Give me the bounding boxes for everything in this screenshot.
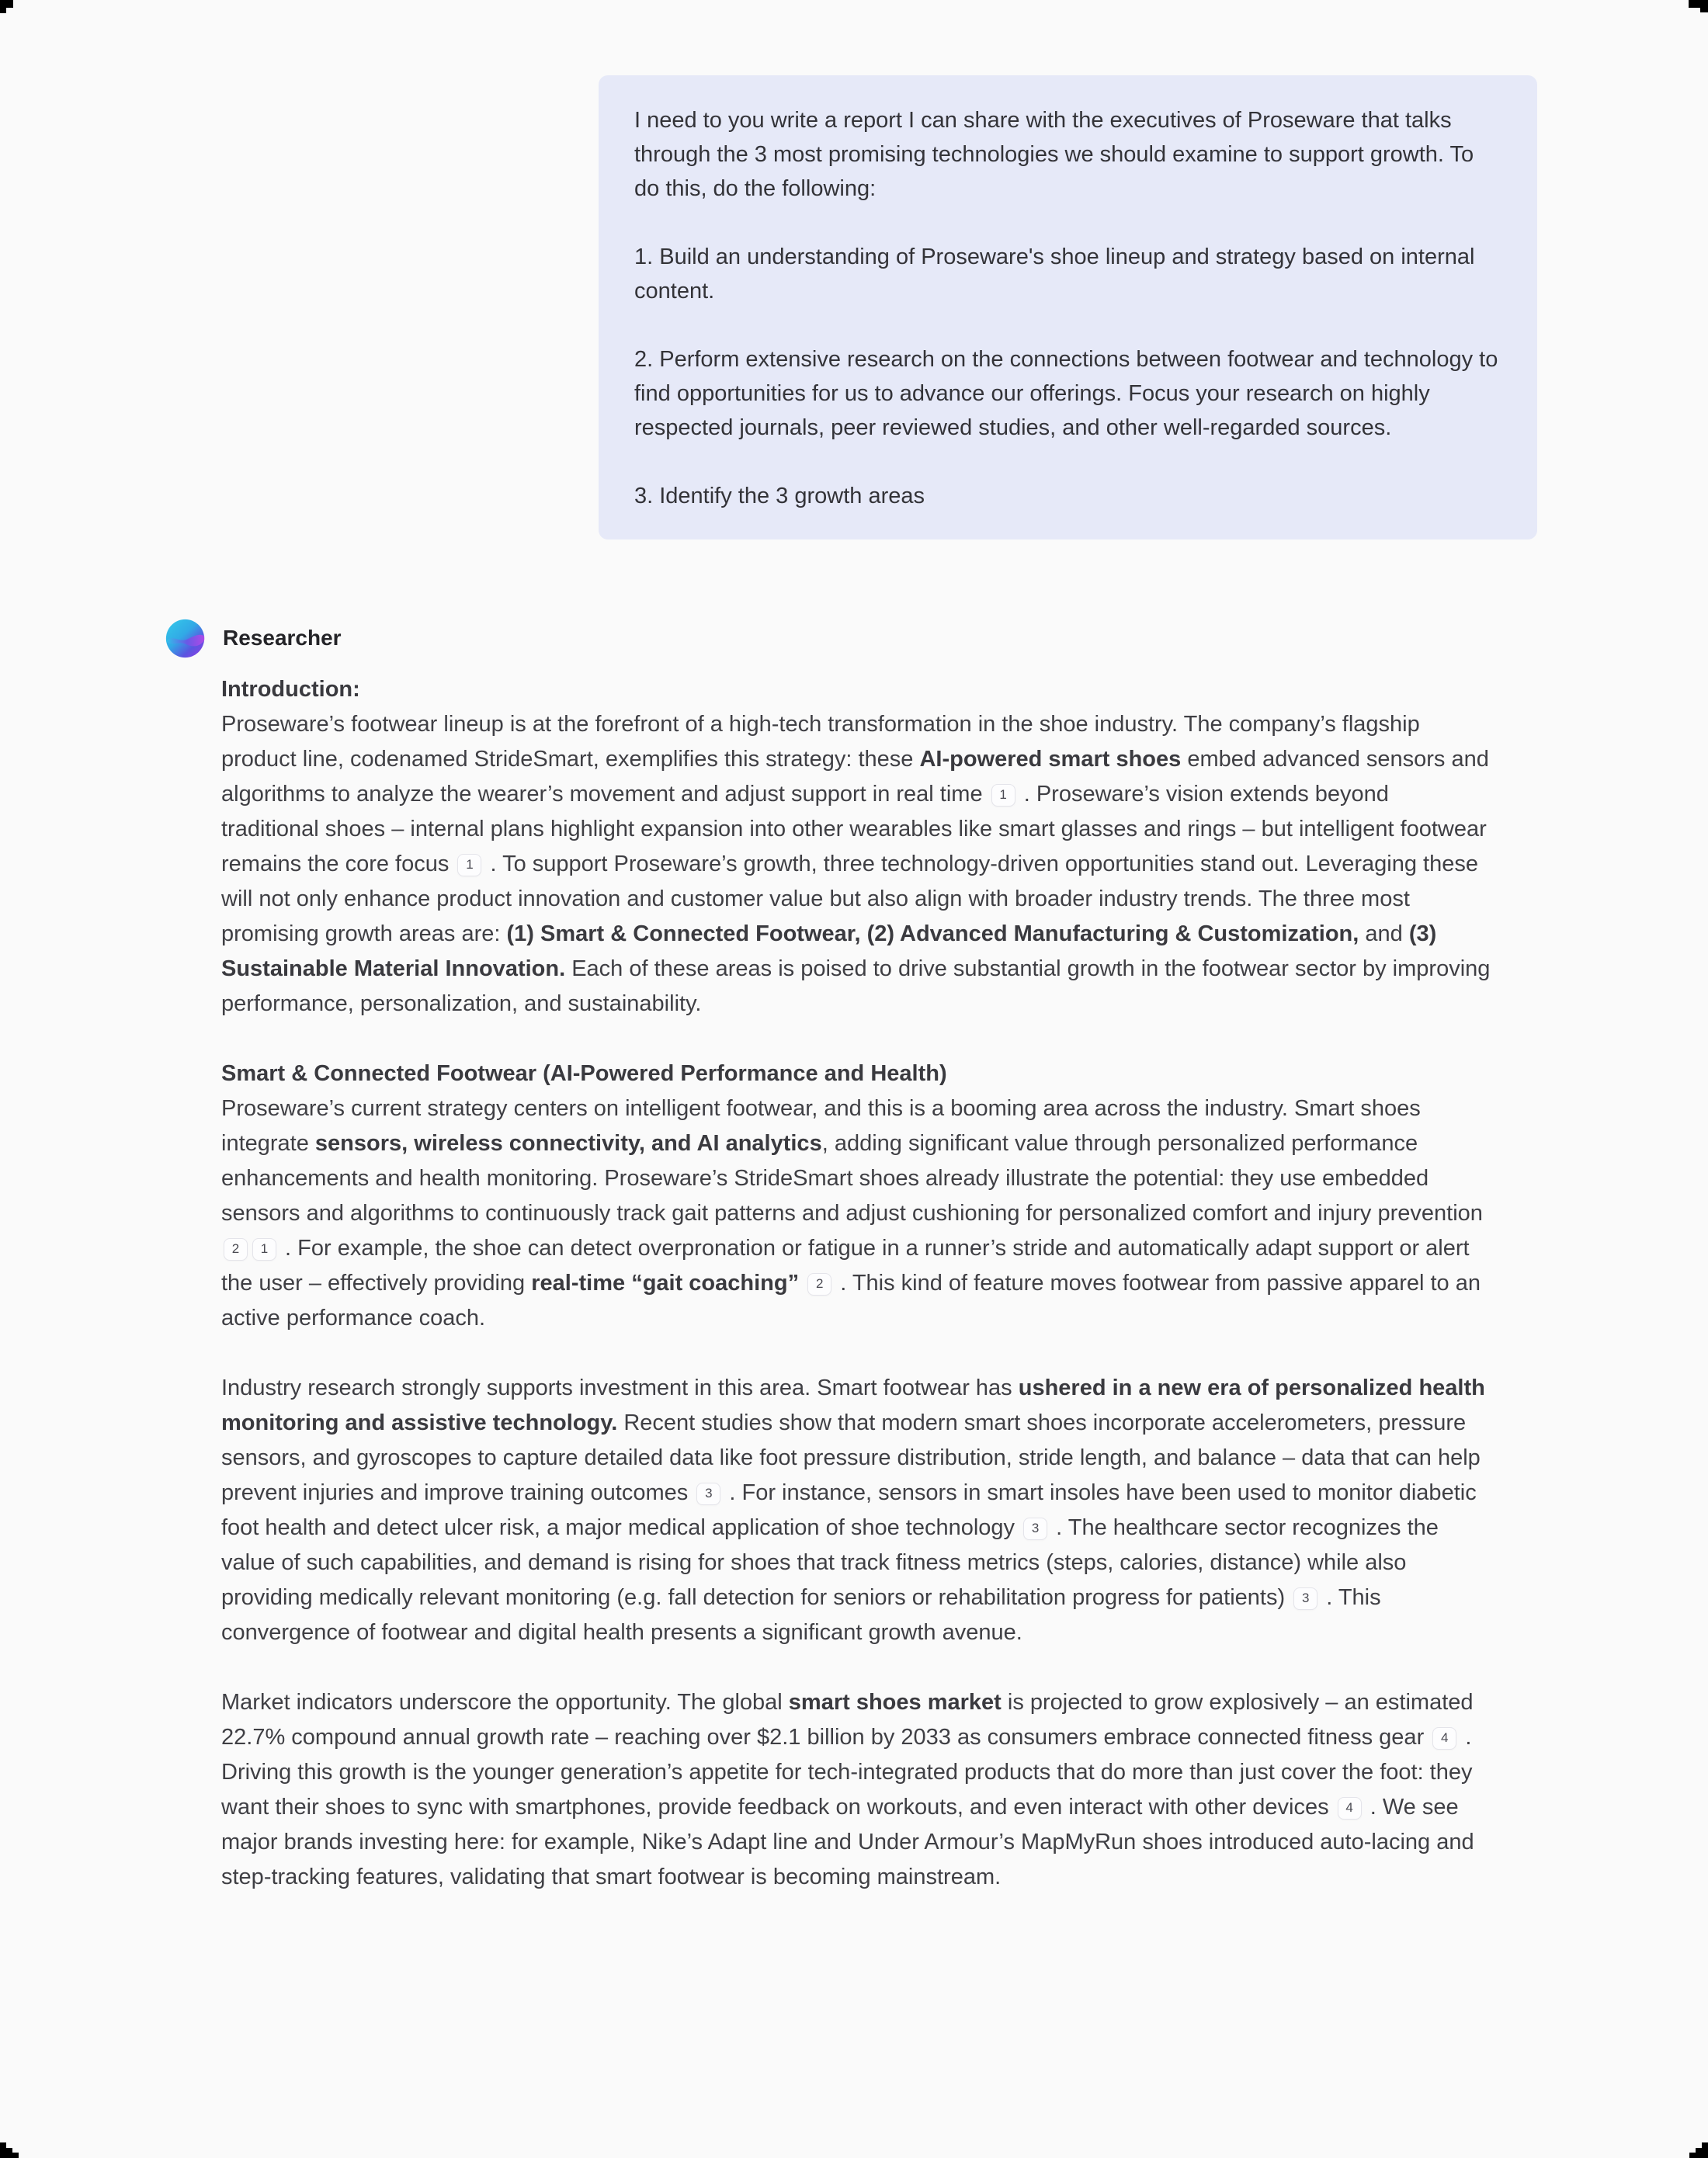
corner-mark-bottom-left [0, 2142, 19, 2158]
citation-badge[interactable]: 4 [1432, 1727, 1456, 1750]
bold-text: (1) Smart & Connected Footwear, (2) Advanced Manufacturing & Customization, [506, 921, 1359, 946]
citation-badge[interactable]: 3 [696, 1483, 720, 1505]
citation-badge[interactable]: 1 [457, 854, 481, 876]
body-paragraph: Proseware’s footwear lineup is at the forefront of a high-tech transformation in the shoe industry. The company’s flagship product line, codenamed StrideSmart, exemplifies this strategy: these AI-powered smart shoes embed advanced sensors and algorithms to analyze the wearer’s movement and adjust support in real time 1 . Proseware’s vision extends beyond traditional shoes – internal plans highlight expansion into other wearables like smart glasses and rings – but intelligent footwear remains the core focus 1 . To support Proseware’s growth, three technology-driven opportunities stand out. Leveraging these will not only enhance product innovation and customer value but also align with broader industry trends. The three most promising growth areas are: (1) Smart & Connected Footwear, (2) Advanced Manufacturing & Customization, and (3) Sustainable Material Innovation. Each of these areas is poised to drive substantial growth in the footwear sector by improving performance, personalization, and sustainability. [221, 712, 1491, 1016]
citation-badge[interactable]: 2 [224, 1238, 248, 1261]
corner-mark-top-left [0, 0, 13, 13]
corner-mark-bottom-right [1689, 2142, 1708, 2158]
bold-text: real-time “gait coaching” [531, 1271, 800, 1296]
user-message-paragraph: 1. Build an understanding of Proseware's shoe lineup and strategy based on internal content. [634, 245, 1475, 304]
citation-badge[interactable]: 1 [252, 1238, 276, 1261]
bold-text: smart shoes market [788, 1690, 1002, 1715]
assistant-header [164, 616, 342, 660]
citation-badge[interactable]: 3 [1293, 1587, 1317, 1610]
body-paragraph: Industry research strongly supports investment in this area. Smart footwear has ushered in a new era of personalized health monitoring and assistive technology. Recent studies show that modern smart shoes incorporate accelerometers, pressure sensors, and gyroscopes to capture detailed data like foot pressure distribution, stride length, and balance – data that can help prevent injuries and improve training outcomes 3 . For instance, sensors in smart insoles have been used to monitor diabetic foot health and detect ulcer risk, a major medical application of shoe technology 3 . The healthcare sector recognizes the value of such capabilities, and demand is rising for shoes that track fitness metrics (steps, calories, distance) while also providing medically relevant monitoring (e.g. fall detection for seniors or rehabilitation progress for patients) 3 . This convergence of footwear and digital health presents a significant growth avenue. [221, 1376, 1485, 1645]
citation-badge[interactable]: 3 [1023, 1518, 1047, 1540]
researcher-agent-icon [164, 617, 207, 660]
citation-badge[interactable]: 2 [807, 1273, 831, 1296]
corner-mark-top-right [1689, 0, 1708, 12]
user-message-paragraph: 2. Perform extensive research on the connections between footwear and technology to find opportunities for us to advance our offerings. Focus your research on highly respected journals, peer reviewed studies, and other well-regarded sources. [634, 347, 1498, 440]
user-message-bubble [599, 75, 1537, 540]
body-paragraph: Market indicators underscore the opportunity. The global smart shoes market is projected to grow explosively – an estimated 22.7% compound annual growth rate – reaching over $2.1 billion by 2033 as consumers embrace connected fitness gear 4 . Driving this growth is the younger generation’s appetite for tech-integrated products that do more than just cover the foot: they want their shoes to sync with smartphones, provide feedback on workouts, and even interact with other devices 4 . We see major brands investing here: for example, Nike’s Adapt line and Under Armour’s MapMyRun shoes introduced auto-lacing and step-tracking features, validating that smart footwear is becoming mainstream. [221, 1690, 1474, 1889]
bold-text: ushered in a new era of personalized health monitoring and assistive technology. [221, 1376, 1485, 1435]
citation-badge[interactable]: 1 [991, 784, 1015, 807]
citation-badge[interactable]: 4 [1338, 1797, 1362, 1820]
body-paragraph: Proseware’s current strategy centers on intelligent footwear, and this is a booming area across the industry. Smart shoes integrate sensors, wireless connectivity, and AI analytics, adding significant value through personalized performance enhancements and health monitoring. Proseware’s StrideSmart shoes already illustrate the potential: they use embedded sensors and algorithms to continuously track gait patterns and adjust cushioning for personalized comfort and injury prevention 2 1 . For example, the shoe can detect overpronation or fatigue in a runner’s stride and automatically adapt support or alert the user – effectively providing real-time “gait coaching” 2 . This kind of feature moves footwear from passive apparel to an active performance coach. [221, 1096, 1483, 1331]
bold-text: AI-powered smart shoes [919, 747, 1182, 772]
section-heading: Introduction: [221, 677, 360, 702]
assistant-message-body [221, 672, 1491, 2158]
bold-text: sensors, wireless connectivity, and AI analytics [314, 1131, 822, 1156]
user-message-paragraph: 3. Identify the 3 growth areas [634, 484, 925, 508]
bold-text: (3) Sustainable Material Innovation. [221, 921, 1437, 981]
section-heading: Smart & Connected Footwear (AI-Powered Performance and Health) [221, 1061, 947, 1086]
agent-name-label: Researcher [223, 626, 342, 650]
user-message-paragraph: I need to you write a report I can share with the executives of Proseware that talks through the 3 most promising technologies we should examine to support growth. To do this, do the following: [634, 108, 1474, 201]
